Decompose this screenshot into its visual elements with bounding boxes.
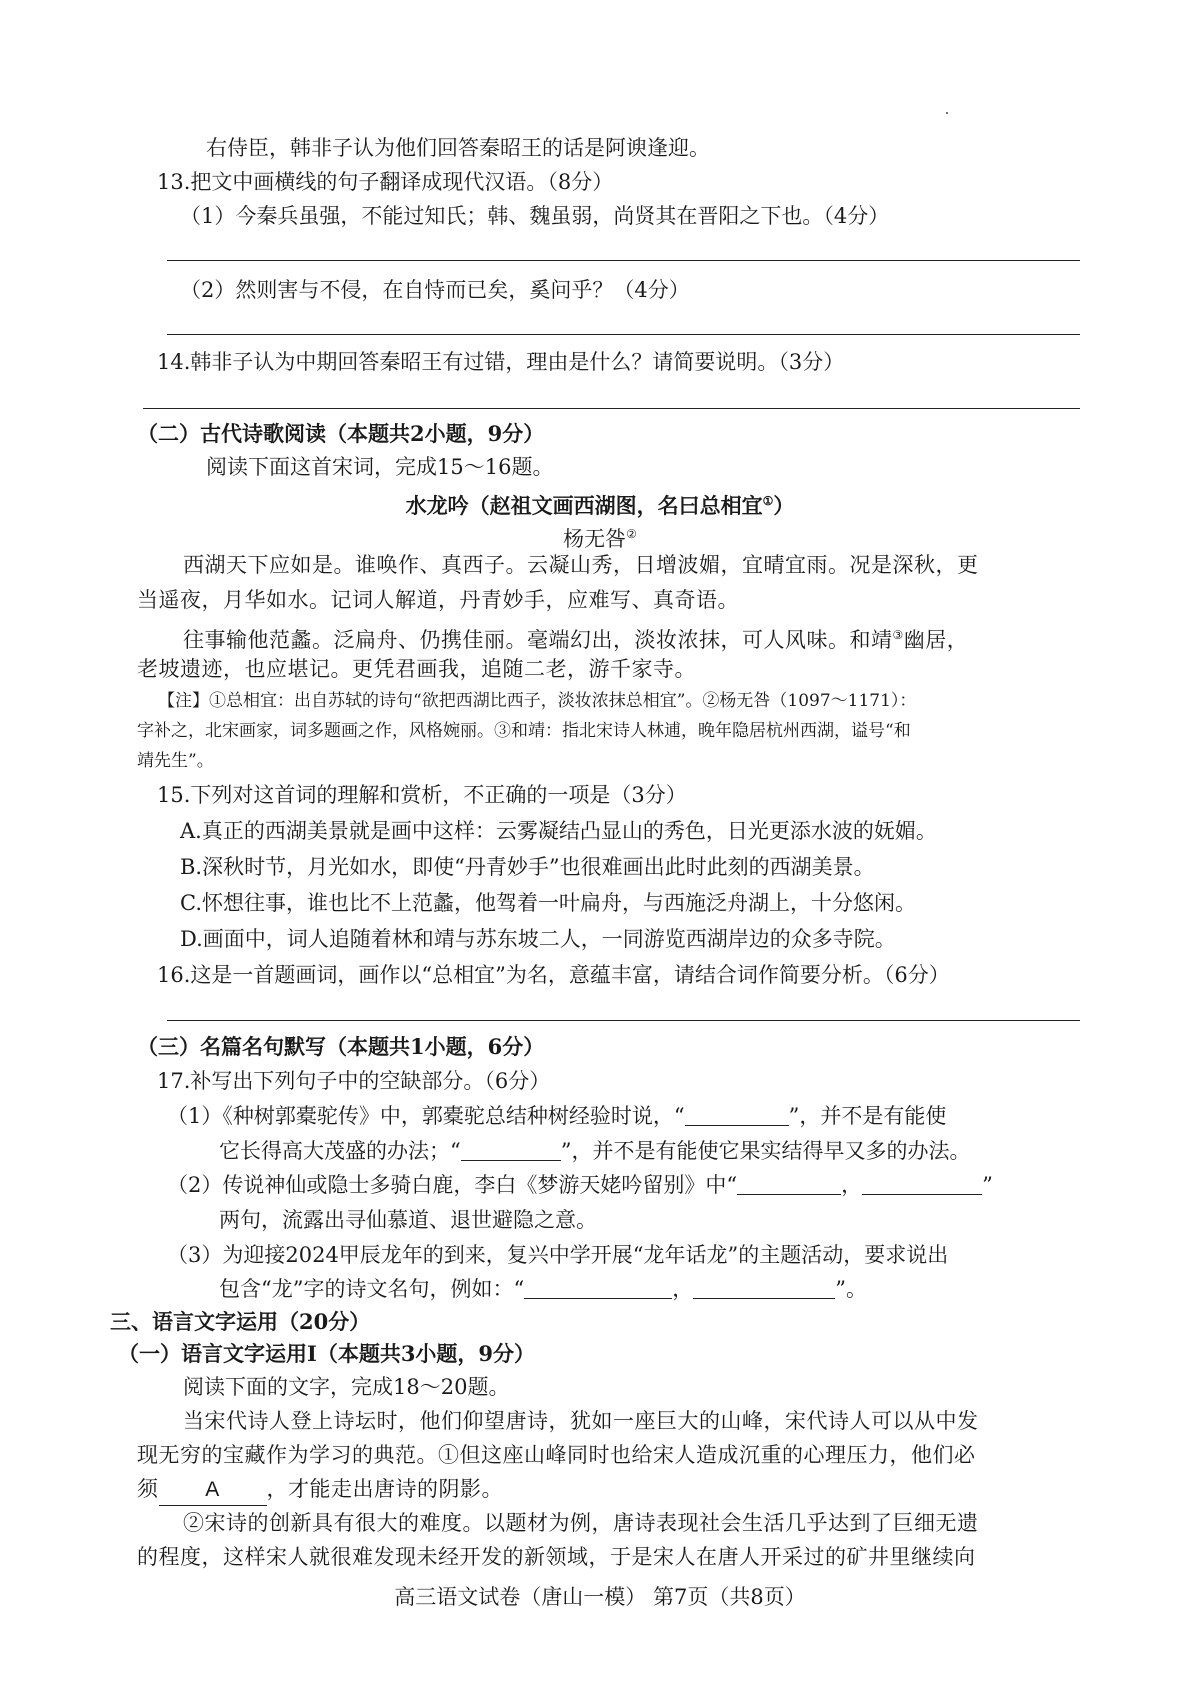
q17-item-3-text-c: ， [672, 1277, 694, 1301]
poem-title [0, 486, 1200, 521]
q15-option-c[interactable]: C.怀想往事，谁也比不上范蠡，他驾着一叶扁舟，与西施泛舟湖上，十分悠闲。 [180, 891, 916, 915]
poem-line-4: 老坡遗迹，也应堪记。更凭君画我，追随二老，游千家寺。 [137, 657, 696, 681]
q17-item-3-line-1: （3）为迎接2024甲辰龙年的到来，复兴中学开展“龙年话龙”的主题活动，要求说出 [167, 1243, 949, 1267]
poem-author-name: 杨无咎 [563, 527, 627, 551]
section3-heading: （三）名篇名句默写（本题共1小题，6分） [137, 1034, 545, 1059]
passage-line-4: ②宋诗的创新具有很大的难度。以题材为例，唐诗表现社会生活几乎达到了巨细无遗 [183, 1511, 979, 1535]
q13-sub1: （1）今秦兵虽强，不能过知氏；韩、魏虽弱，尚贤其在晋阳之下也。（4分） [180, 204, 890, 228]
q17-blank-3[interactable] [737, 1172, 841, 1195]
q17-item-3-text-d: ”。 [835, 1277, 867, 1301]
poem-line-3-a: 往事输他范蠡。泛扁舟、仍携佳丽。毫端幻出，淡妆浓抹，可人风味。和靖 [183, 628, 893, 652]
q16-answer-line[interactable] [167, 1020, 1080, 1021]
passage-line-3-a: 须 [137, 1477, 159, 1501]
q17-item-1-text-c: 它长得高大茂盛的办法；“ [219, 1139, 461, 1163]
q17-blank-1[interactable] [685, 1103, 789, 1126]
q17-item-1-line-1 [167, 1101, 946, 1131]
q15-option-a[interactable]: A.真正的西湖美景就是画中这样：云雾凝结凸显山的秀色，日光更添水波的妩媚。 [180, 819, 937, 843]
q17-item-3-text-b: 包含“龙”字的诗文名句，例如：“ [219, 1277, 525, 1301]
q17-item-1-text-b: ”，并不是有能使 [788, 1104, 947, 1128]
q13-stem: 13.把文中画横线的句子翻译成现代汉语。（8分） [157, 170, 614, 194]
q17-stem: 17.补写出下列句子中的空缺部分。（6分） [157, 1069, 551, 1093]
q17-item-1-text-d: ”，并不是有能使它果实结得早又多的办法。 [560, 1139, 971, 1163]
part3-subheading: （一）语言文字运用Ⅰ（本题共3小题，9分） [118, 1341, 536, 1366]
passage-line-5: 的程度，这样宋人就很难发现未经开发的新领域，于是宋人在唐人开采过的矿井里继续向 [137, 1545, 976, 1569]
poem-line-3-note: ③ [892, 628, 904, 642]
q17-item-2-text-a: （2）传说神仙或隐士多骑白鹿，李白《梦游天姥吟留别》中“ [167, 1173, 738, 1197]
passage-line-2: 现无穷的宝藏作为学习的典范。①但这座山峰同时也给宋人造成沉重的心理压力，他们必 [137, 1443, 976, 1467]
q14-answer-line[interactable] [143, 408, 1080, 409]
q17-blank-4[interactable] [862, 1172, 982, 1195]
part3-instruction: 阅读下面的文字，完成18～20题。 [183, 1375, 510, 1399]
poem-line-1: 西湖天下应如是。谁唤作、真西子。云凝山秀，日增波媚，宜晴宜雨。况是深秋，更 [183, 553, 979, 577]
section2-heading: （二）古代诗歌阅读（本题共2小题，9分） [137, 421, 545, 446]
blank-a[interactable]: A [159, 1475, 267, 1506]
passage-line-1: 当宋代诗人登上诗坛时，他们仰望唐诗，犹如一座巨大的山峰，宋代诗人可以从中发 [183, 1409, 979, 1433]
poem-author-note: ② [626, 527, 637, 541]
q17-blank-5[interactable] [524, 1276, 672, 1299]
q13-sub2: （2）然则害与不侵，在自恃而已矣，奚问乎？（4分） [180, 278, 690, 302]
q14-stem: 14.韩非子认为中期回答秦昭王有过错，理由是什么？请简要说明。（3分） [157, 350, 845, 374]
poem-line-3-b: 幽居， [903, 628, 969, 652]
poem-title-close: ） [773, 493, 795, 518]
q17-item-1-text-a: （1）《种树郭橐驼传》中，郭橐驼总结种树经验时说，“ [167, 1104, 685, 1128]
q17-blank-2[interactable] [461, 1138, 561, 1161]
poem-title-text: 水龙吟（赵祖文画西湖图，名曰总相宜 [405, 493, 763, 518]
q15-option-d[interactable]: D.画面中，词人追随着林和靖与苏东坡二人，一同游览西湖岸边的众多寺院。 [180, 927, 896, 951]
q17-item-1-line-2 [219, 1136, 970, 1166]
passage-line-3 [137, 1474, 503, 1506]
page-footer: 高三语文试卷（唐山一模） 第7页（共8页） [394, 1585, 806, 1609]
q17-item-2-text-b: ， [841, 1173, 863, 1197]
poem-title-note: ① [762, 494, 774, 508]
q17-item-2-line-1 [167, 1170, 993, 1200]
continuation-line: 右侍臣，韩非子认为他们回答秦昭王的话是阿谀逢迎。 [206, 136, 710, 160]
q15-option-b[interactable]: B.深秋时节，月光如水，即使“丹青妙手”也很难画出此时此刻的西湖美景。 [180, 855, 875, 879]
poem-author [0, 519, 1200, 554]
part3-heading: 三、语言文字运用（20分） [110, 1309, 371, 1334]
poem-note-2: 字补之，北宋画家，词多题画之作，风格婉丽。③和靖：指北宋诗人林逋，晚年隐居杭州西湖，谥号“和 [137, 721, 911, 741]
q15-stem: 15.下列对这首词的理解和赏析，不正确的一项是（3分） [157, 783, 687, 807]
poem-note-1: 【注】①总相宜：出自苏轼的诗句“欲把西湖比西子，淡妆浓抹总相宜”。②杨无咎（1097～1171）： [158, 691, 917, 711]
passage-line-3-b: ，才能走出唐诗的阴影。 [266, 1477, 503, 1501]
poem-line-3 [183, 620, 968, 655]
scan-speck [946, 112, 948, 114]
q17-blank-6[interactable] [693, 1276, 835, 1299]
q13-answer-line-1[interactable] [167, 260, 1080, 261]
poem-note-3: 靖先生”。 [137, 751, 214, 771]
q17-item-2-line-2: 两句，流露出寻仙慕道、退世避隐之意。 [219, 1208, 597, 1232]
q13-answer-line-2[interactable] [167, 334, 1080, 335]
section2-instruction: 阅读下面这首宋词，完成15～16题。 [206, 455, 554, 479]
q17-item-2-text-c: ” [982, 1173, 993, 1197]
q16-stem: 16.这是一首题画词，画作以“总相宜”为名，意蕴丰富，请结合词作简要分析。（6分） [157, 963, 950, 987]
q17-item-3-line-2 [219, 1274, 867, 1304]
poem-line-2: 当遥夜，月华如水。记词人解道，丹青妙手，应难写、真奇语。 [137, 588, 739, 612]
